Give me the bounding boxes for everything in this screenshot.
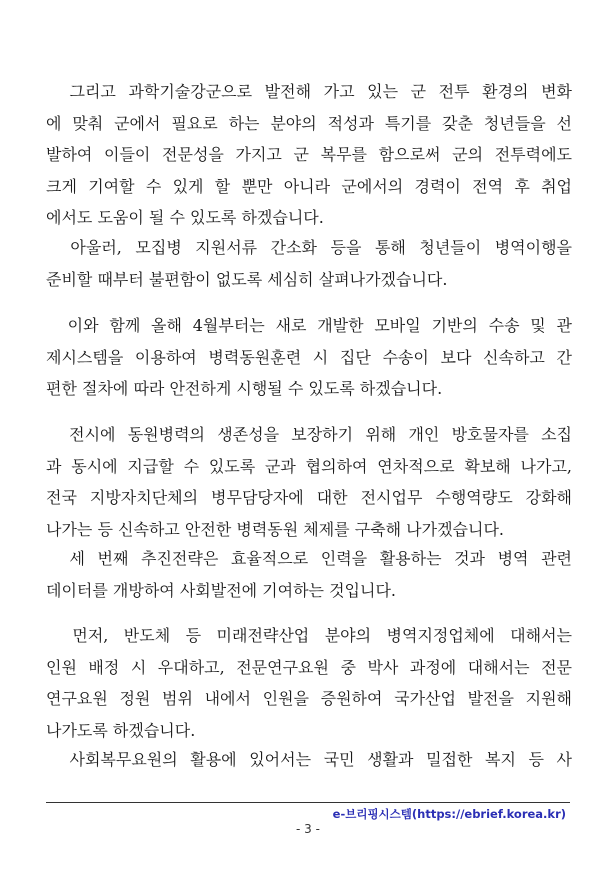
footer-brand-link[interactable]: e-브리핑시스템(https://ebrief.korea.kr) xyxy=(332,807,566,821)
text-line: 크게 기여할 수 있게 할 뿐만 아니라 군에서의 경력이 전역 후 취업 xyxy=(46,176,572,196)
text-line: 나가도록 하겠습니다. xyxy=(46,720,196,740)
text-line: 아울러, 모집병 지원서류 간소화 등을 통해 청년들이 병역이행을 xyxy=(46,238,572,257)
text-line: 먼저, 반도체 등 미래전략산업 분야의 병역지정업체에 대해서는 xyxy=(46,626,572,645)
text-line: 인원 배정 시 우대하고, 전문연구요원 중 박사 과정에 대해서는 전문 xyxy=(46,657,572,677)
paragraph-2 xyxy=(46,232,572,295)
paragraph-6 xyxy=(46,620,572,746)
paragraph-4 xyxy=(46,419,572,545)
footer-divider xyxy=(46,802,570,803)
text-line: 그리고 과학기술강군으로 발전해 가고 있는 군 전투 환경의 변화 xyxy=(46,82,572,101)
paragraph-7 xyxy=(46,744,572,776)
text-line: 편한 절차에 따라 안전하게 시행될 수 있도록 하겠습니다. xyxy=(46,379,443,398)
paragraph-1 xyxy=(46,76,572,234)
text-line: 세 번째 추진전략은 효율적으로 인력을 활용하는 것과 병역 관련 xyxy=(46,549,572,568)
paragraph-3 xyxy=(46,310,572,405)
text-line: 제시스템을 이용하여 병력동원훈련 시 집단 수송이 보다 신속하고 간 xyxy=(46,347,572,367)
text-line: 이와 함께 올해 4월부터는 새로 개발한 모바일 기반의 수송 및 관 xyxy=(46,316,572,335)
text-line: 준비할 때부터 불편함이 없도록 세심히 살펴나가겠습니다. xyxy=(46,269,448,289)
text-line: 발하여 이들이 전문성을 가지고 군 복무를 함으로써 군의 전투력에도 xyxy=(46,145,572,164)
text-line: 전국 지방자치단체의 병무담당자에 대한 전시업무 수행역량도 강화해 xyxy=(46,488,572,507)
page-number: - 3 - xyxy=(296,822,320,836)
text-line: 전시에 동원병력의 생존성을 보장하기 위해 개인 방호물자를 소집 xyxy=(46,425,572,444)
text-line: 사회복무요원의 활용에 있어서는 국민 생활과 밀접한 복지 등 사 xyxy=(46,750,572,769)
text-line: 에 맞춰 군에서 필요로 하는 분야의 적성과 특기를 갖춘 청년들을 선 xyxy=(46,113,572,133)
text-line: 과 동시에 지급할 수 있도록 군과 협의하여 연차적으로 확보해 나가고, xyxy=(46,456,572,476)
text-line: 연구요원 정원 범위 내에서 인원을 증원하여 국가산업 발전을 지원해 xyxy=(46,689,572,708)
paragraph-5 xyxy=(46,543,572,606)
text-line: 데이터를 개방하여 사회발전에 기여하는 것입니다. xyxy=(46,580,397,600)
text-line: 나가는 등 신속하고 안전한 병력동원 체제를 구축해 나가겠습니다. xyxy=(46,519,505,539)
text-line: 에서도 도움이 될 수 있도록 하겠습니다. xyxy=(46,208,324,227)
